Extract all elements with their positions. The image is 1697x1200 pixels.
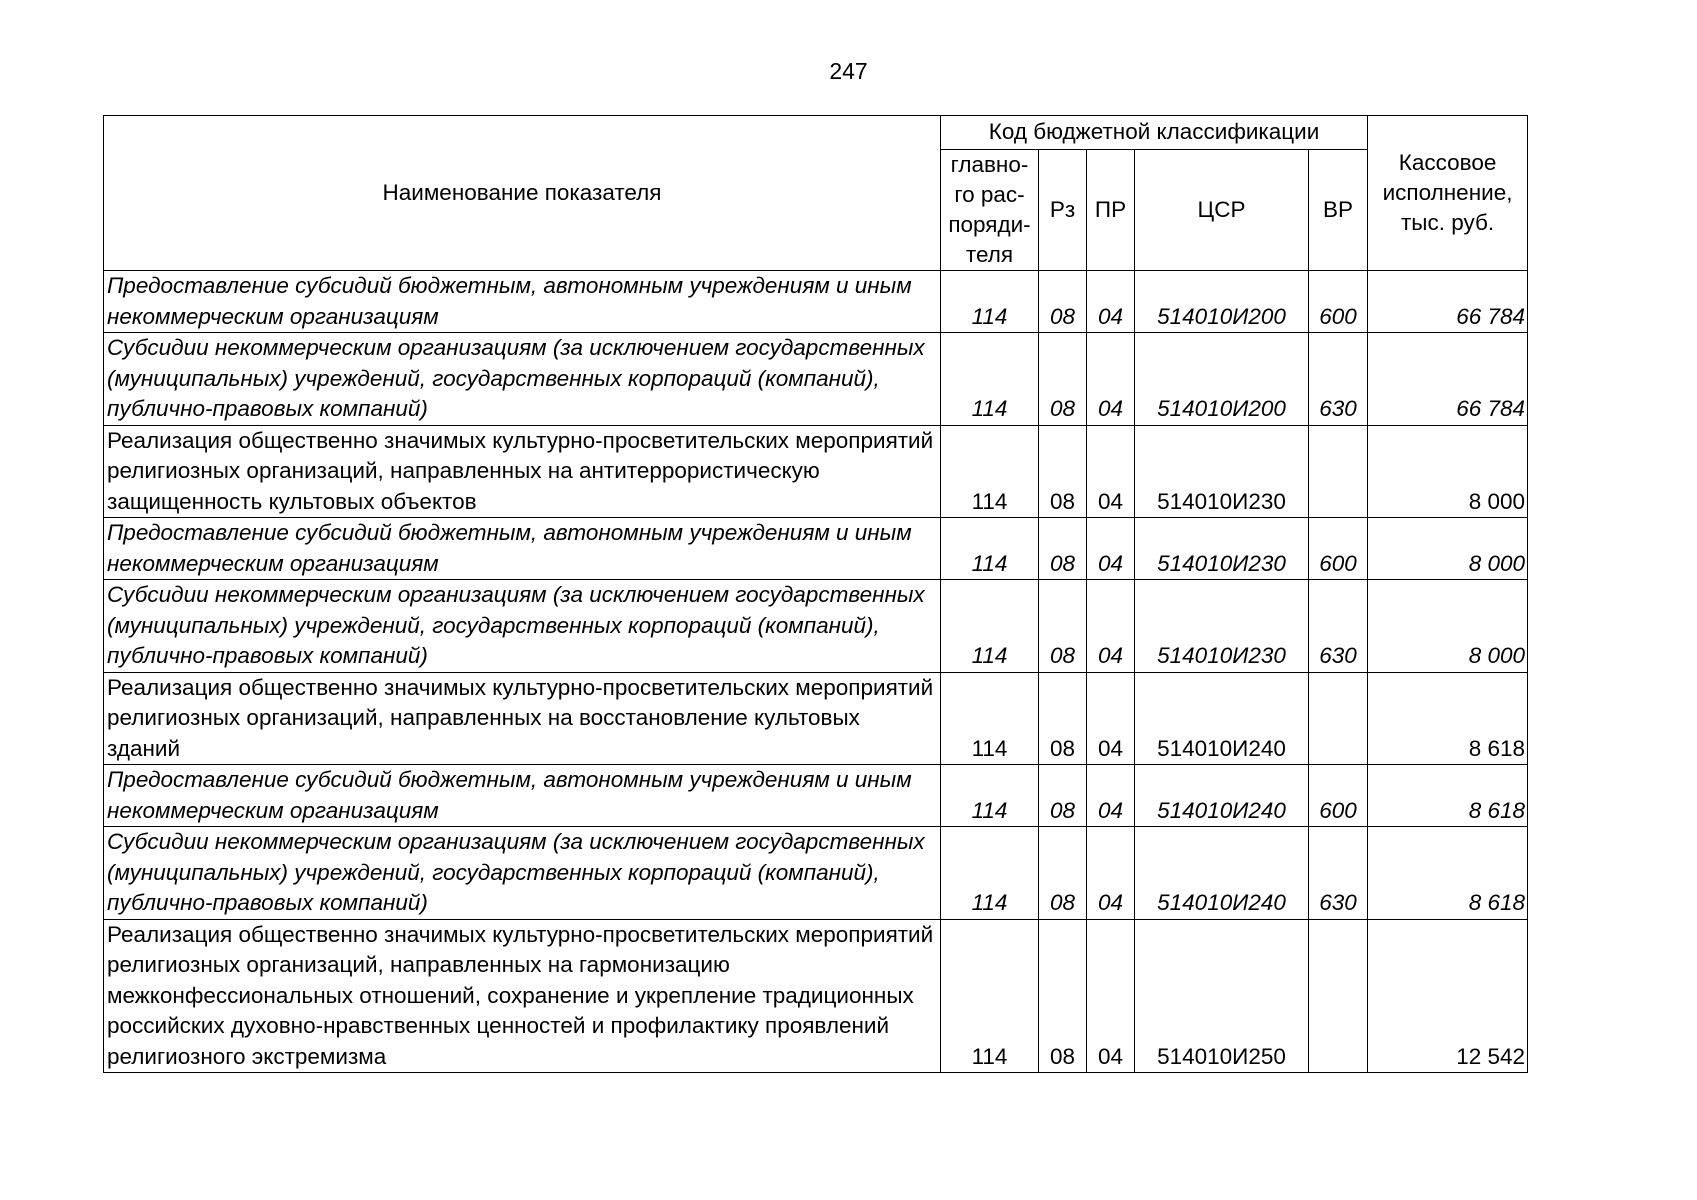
cell-rz: 08 [1039, 271, 1087, 333]
cell-grbs: 114 [941, 827, 1039, 920]
header-name: Наименование показателя [104, 116, 941, 271]
header-code-group: Код бюджетной классификации [941, 116, 1368, 150]
cell-amount: 8 618 [1368, 765, 1528, 827]
cell-rz: 08 [1039, 518, 1087, 580]
cell-vr: 630 [1309, 333, 1368, 426]
cell-name: Реализация общественно значимых культурно-просветительских мероприятий религиозных организаций, направленных на антитеррористическую защищенность культовых объектов [104, 425, 941, 518]
cell-vr: 600 [1309, 518, 1368, 580]
table-row [104, 919, 1528, 1073]
cell-vr: 630 [1309, 827, 1368, 920]
cell-grbs: 114 [941, 425, 1039, 518]
cell-csr: 514010И230 [1135, 425, 1309, 518]
cell-pr: 04 [1087, 765, 1135, 827]
cell-rz: 08 [1039, 672, 1087, 765]
cell-amount: 12 542 [1368, 919, 1528, 1073]
cell-vr: 630 [1309, 580, 1368, 673]
header-grbs: главно-го рас-поряди-теля [941, 150, 1039, 271]
cell-pr: 04 [1087, 271, 1135, 333]
cell-amount: 8 000 [1368, 580, 1528, 673]
cell-vr [1309, 919, 1368, 1073]
table-row [104, 827, 1528, 920]
table-row [104, 333, 1528, 426]
budget-table [103, 115, 1528, 1073]
cell-grbs: 114 [941, 672, 1039, 765]
cell-pr: 04 [1087, 827, 1135, 920]
cell-vr: 600 [1309, 765, 1368, 827]
header-csr: ЦСР [1135, 150, 1309, 271]
header-amount: Кассовое исполнение, тыс. руб. [1368, 116, 1528, 271]
cell-name: Субсидии некоммерческим организациям (за исключением государственных (муниципальных) учреждений, государственных корпораций (компаний), публично-правовых компаний) [104, 827, 941, 920]
cell-vr: 600 [1309, 271, 1368, 333]
cell-pr: 04 [1087, 672, 1135, 765]
page-number: 247 [829, 58, 868, 84]
cell-name: Реализация общественно значимых культурно-просветительских мероприятий религиозных организаций, направленных на гармонизацию межконфессиональных отношений, сохранение и укрепление традиционных российских духовно-нравственных ценностей и профилактику проявлений религиозного экстремизма [104, 919, 941, 1073]
cell-csr: 514010И230 [1135, 580, 1309, 673]
cell-rz: 08 [1039, 765, 1087, 827]
cell-csr: 514010И240 [1135, 672, 1309, 765]
cell-name: Субсидии некоммерческим организациям (за исключением государственных (муниципальных) учреждений, государственных корпораций (компаний), публично-правовых компаний) [104, 333, 941, 426]
cell-rz: 08 [1039, 580, 1087, 673]
table-row [104, 672, 1528, 765]
cell-csr: 514010И250 [1135, 919, 1309, 1073]
cell-name: Субсидии некоммерческим организациям (за исключением государственных (муниципальных) учреждений, государственных корпораций (компаний), публично-правовых компаний) [104, 580, 941, 673]
cell-grbs: 114 [941, 518, 1039, 580]
cell-amount: 66 784 [1368, 271, 1528, 333]
cell-csr: 514010И230 [1135, 518, 1309, 580]
cell-csr: 514010И240 [1135, 765, 1309, 827]
cell-vr [1309, 672, 1368, 765]
table-row [104, 765, 1528, 827]
table-body [104, 271, 1528, 1073]
cell-grbs: 114 [941, 765, 1039, 827]
cell-csr: 514010И200 [1135, 271, 1309, 333]
cell-grbs: 114 [941, 919, 1039, 1073]
header-pr: ПР [1087, 150, 1135, 271]
table-row [104, 425, 1528, 518]
cell-csr: 514010И240 [1135, 827, 1309, 920]
header-vr: ВР [1309, 150, 1368, 271]
cell-rz: 08 [1039, 333, 1087, 426]
cell-rz: 08 [1039, 827, 1087, 920]
cell-grbs: 114 [941, 333, 1039, 426]
cell-pr: 04 [1087, 425, 1135, 518]
cell-rz: 08 [1039, 919, 1087, 1073]
table-header [104, 116, 1528, 271]
cell-amount: 8 000 [1368, 518, 1528, 580]
cell-pr: 04 [1087, 518, 1135, 580]
cell-name: Предоставление субсидий бюджетным, автономным учреждениям и иным некоммерческим организациям [104, 765, 941, 827]
cell-amount: 8 618 [1368, 672, 1528, 765]
cell-grbs: 114 [941, 271, 1039, 333]
cell-grbs: 114 [941, 580, 1039, 673]
cell-amount: 8 618 [1368, 827, 1528, 920]
table-row [104, 518, 1528, 580]
cell-name: Реализация общественно значимых культурно-просветительских мероприятий религиозных организаций, направленных на восстановление культовых зданий [104, 672, 941, 765]
table-row [104, 580, 1528, 673]
cell-pr: 04 [1087, 919, 1135, 1073]
cell-amount: 66 784 [1368, 333, 1528, 426]
header-rz: Рз [1039, 150, 1087, 271]
cell-name: Предоставление субсидий бюджетным, автономным учреждениям и иным некоммерческим организациям [104, 518, 941, 580]
cell-name: Предоставление субсидий бюджетным, автономным учреждениям и иным некоммерческим организациям [104, 271, 941, 333]
cell-rz: 08 [1039, 425, 1087, 518]
cell-pr: 04 [1087, 333, 1135, 426]
cell-vr [1309, 425, 1368, 518]
cell-csr: 514010И200 [1135, 333, 1309, 426]
table-row [104, 271, 1528, 333]
cell-amount: 8 000 [1368, 425, 1528, 518]
cell-pr: 04 [1087, 580, 1135, 673]
